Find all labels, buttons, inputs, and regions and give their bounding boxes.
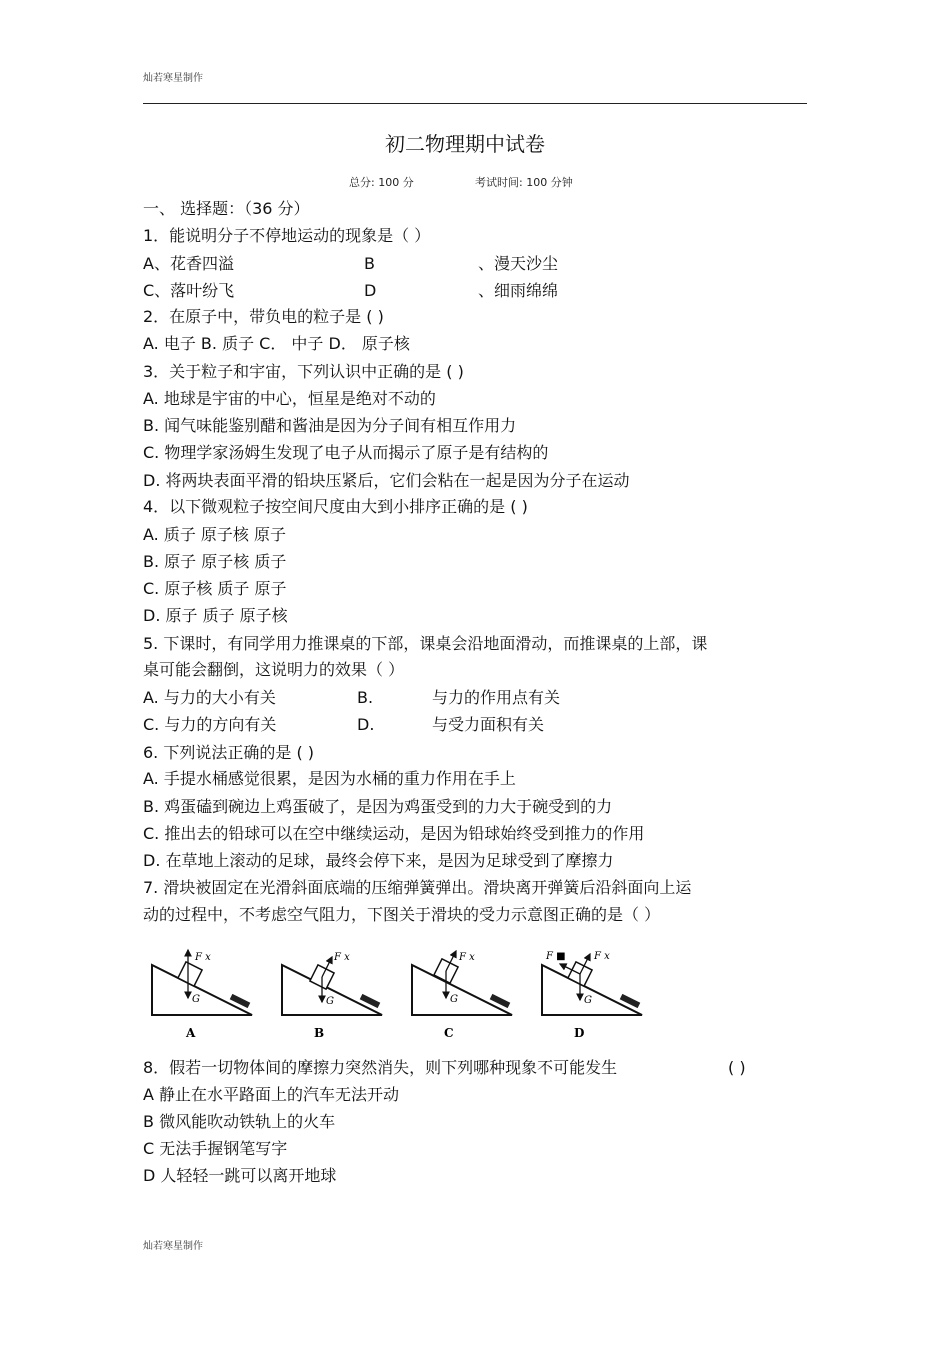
q1-option-c: C、落叶纷飞 (143, 281, 235, 300)
q8-option-c: C 无法手握钢笔写字 (143, 1139, 288, 1158)
footer-watermark: 灿若寒星制作 (143, 1241, 203, 1252)
label-friction-d: F ■ (546, 951, 566, 962)
total-score: 总分: 100 分 (349, 176, 414, 189)
incline-d (542, 965, 642, 1015)
q8-option-b: B 微风能吹动铁轨上的火车 (143, 1112, 336, 1131)
caption-a: A (186, 1026, 196, 1040)
q5-option-c: C. 与力的方向有关 (143, 715, 277, 734)
q1-option-d-letter: D (364, 281, 377, 300)
header-rule (143, 103, 807, 104)
q5-option-b-text: 与力的作用点有关 (432, 688, 561, 707)
q8-answer-paren: ( ) (728, 1058, 746, 1077)
q1-option-b-text: 、漫天沙尘 (478, 254, 559, 273)
q1-option-d-text: 、细雨绵绵 (478, 281, 559, 300)
label-gravity-c: G (450, 994, 458, 1005)
q8-stem: 8．假若一切物体间的摩擦力突然消失，则下列哪种现象不可能发生 (143, 1058, 618, 1077)
label-gravity-d: G (584, 995, 592, 1006)
q8-option-d: D 人轻轻一跳可以离开地球 (143, 1166, 337, 1185)
q6-option-a: A. 手提水桶感觉很累，是因为水桶的重力作用在手上 (143, 769, 516, 788)
q4-option-d: D. 原子 质子 原子核 (143, 606, 288, 625)
label-normal-d: F x (594, 951, 610, 962)
q3-stem: 3．关于粒子和宇宙，下列认识中正确的是 ( ) (143, 362, 464, 381)
incline-a (152, 965, 252, 1015)
q3-option-a: A. 地球是宇宙的中心，恒星是绝对不动的 (143, 389, 436, 408)
q5-option-d-letter: D. (357, 715, 375, 734)
q4-option-b: B. 原子 原子核 质子 (143, 552, 287, 571)
label-normal-b: F x (334, 952, 350, 963)
label-gravity-b: G (326, 996, 334, 1007)
q2-stem: 2．在原子中，带负电的粒子是 ( ) (143, 307, 384, 326)
header-watermark: 灿若寒星制作 (143, 73, 203, 84)
q3-option-b: B. 闻气味能鉴别醋和酱油是因为分子间有相互作用力 (143, 416, 517, 435)
section-heading: 一、 选择题：（36 分） (143, 199, 310, 218)
q6-stem: 6. 下列说法正确的是 ( ) (143, 743, 315, 762)
page-title: 初二物理期中试卷 (385, 132, 545, 156)
q5-option-a: A. 与力的大小有关 (143, 688, 276, 707)
diagram-d (542, 951, 642, 1040)
incline-c (412, 965, 512, 1015)
q5-option-d-text: 与受力面积有关 (432, 715, 545, 734)
label-gravity-a: G (192, 994, 200, 1005)
label-normal-c: F x (459, 952, 475, 963)
caption-c: C (444, 1026, 454, 1040)
q4-stem: 4．以下微观粒子按空间尺度由大到小排序正确的是 ( ) (143, 497, 528, 516)
q6-option-d: D. 在草地上滚动的足球，最终会停下来，是因为足球受到了摩擦力 (143, 851, 614, 870)
q5-option-b-letter: B. (357, 688, 374, 707)
q7-diagrams (140, 940, 660, 1045)
q1-option-b-letter: B (364, 254, 375, 273)
q7-stem-line1: 7. 滑块被固定在光滑斜面底端的压缩弹簧弹出。滑块离开弹簧后沿斜面向上运 (143, 878, 692, 897)
q5-stem-line2: 桌可能会翻倒，这说明力的效果（ ） (143, 660, 405, 679)
block-a (178, 962, 202, 986)
q2-options: A. 电子 B. 质子 C． 中子 D． 原子核 (143, 334, 410, 353)
exam-time: 考试时间: 100 分钟 (475, 176, 573, 189)
diagram-c (412, 951, 512, 1040)
caption-b: B (314, 1026, 325, 1040)
q8-option-a: A 静止在水平路面上的汽车无法开动 (143, 1085, 400, 1104)
q3-option-c: C. 物理学家汤姆生发现了电子从而揭示了原子是有结构的 (143, 443, 549, 462)
q6-option-b: B. 鸡蛋磕到碗边上鸡蛋破了，是因为鸡蛋受到的力大于碗受到的力 (143, 797, 613, 816)
q7-stem-line2: 动的过程中，不考虑空气阻力，下图关于滑块的受力示意图正确的是（ ） (143, 905, 661, 924)
q1-option-a: A、花香四溢 (143, 254, 234, 273)
q1-stem: 1．能说明分子不停地运动的现象是（ ） (143, 226, 431, 245)
q4-option-c: C. 原子核 质子 原子 (143, 579, 287, 598)
q6-option-c: C. 推出去的铅球可以在空中继续运动，是因为铅球始终受到推力的作用 (143, 824, 645, 843)
caption-d: D (574, 1026, 585, 1040)
q3-option-d: D. 将两块表面平滑的铅块压紧后，它们会粘在一起是因为分子在运动 (143, 471, 630, 490)
diagram-b (282, 952, 382, 1040)
q4-option-a: A. 质子 原子核 原子 (143, 525, 287, 544)
label-normal-a: F x (195, 952, 211, 963)
q5-stem-line1: 5. 下课时，有同学用力推课桌的下部，课桌会沿地面滑动，而推课桌的上部，课 (143, 634, 708, 653)
diagram-a (152, 950, 252, 1040)
